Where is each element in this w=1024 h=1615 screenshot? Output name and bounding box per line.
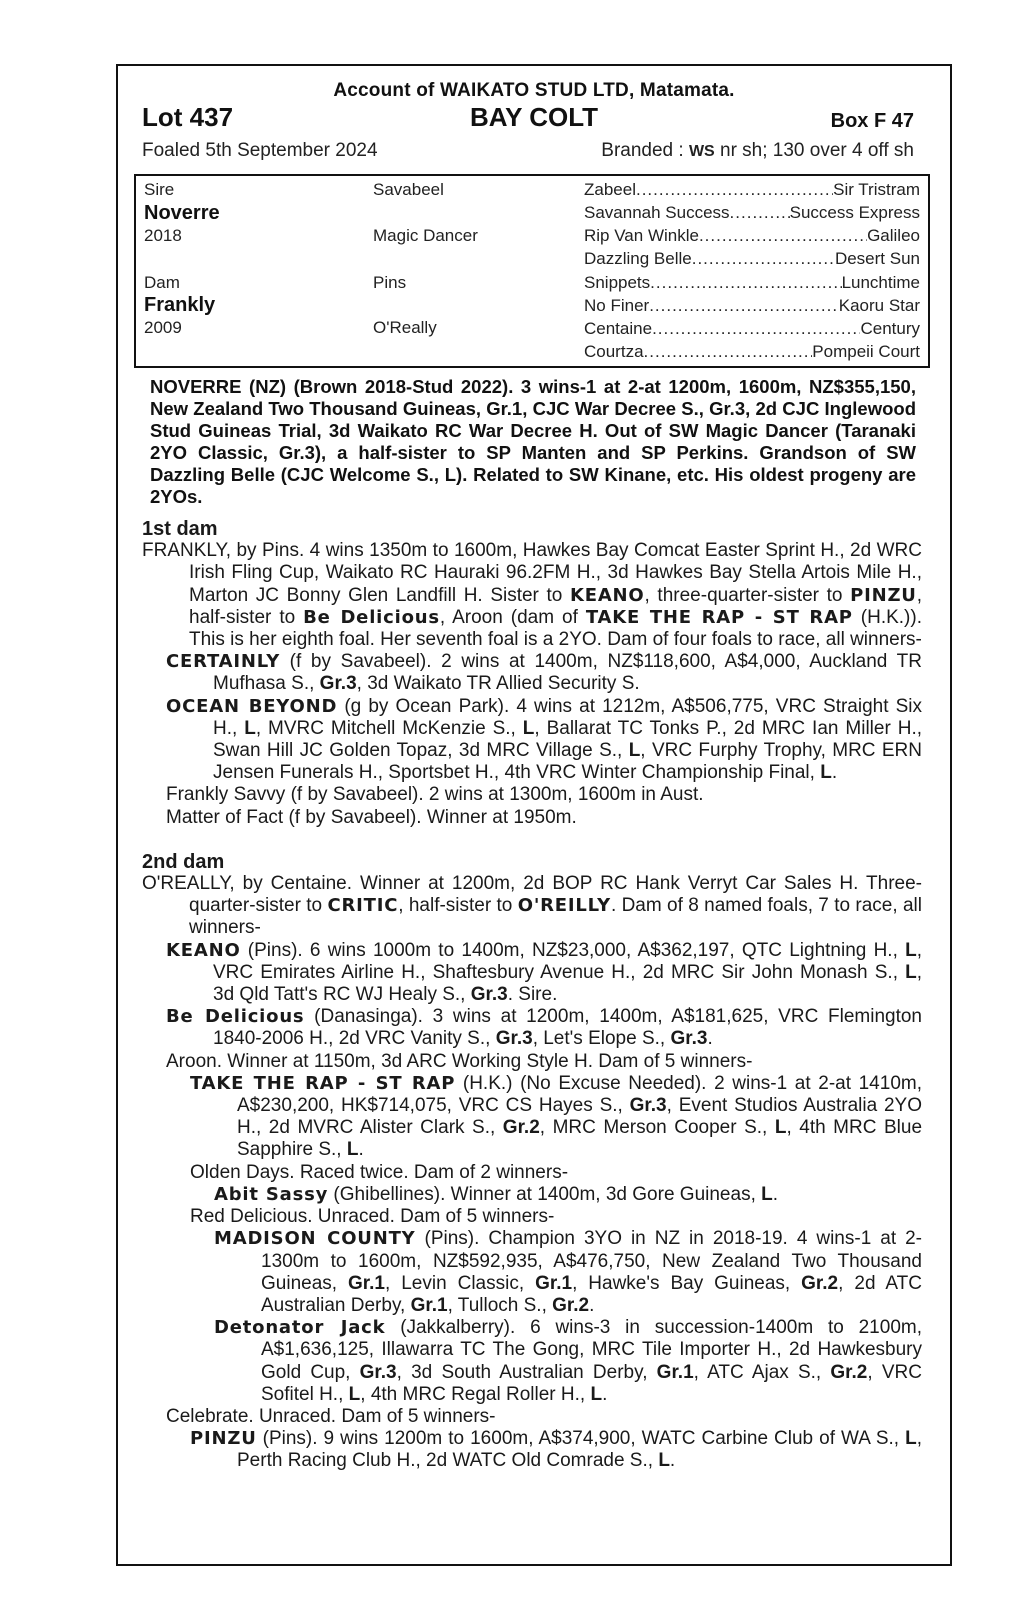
progeny-entry: Aroon. Winner at 1150m, 3d ARC Working Style H. Dam of 5 winners- [166,1050,753,1072]
text: , MVRC Mitchell McKenzie S., [255,717,523,739]
text: , 4th MRC Blue Sapphire S., [237,1117,923,1161]
text: . [602,1383,608,1405]
grade-label: L [628,740,641,762]
leader-dots [692,249,835,269]
box-number: Box F 47 [830,110,914,132]
grade-label: Gr.1 [535,1272,573,1294]
grade-label: Gr.3 [629,1095,667,1117]
sire-label: Sire [144,180,175,199]
grade-label: L [905,939,917,961]
ancestor-right: Sir Tristram [833,180,920,199]
text: (Danasinga). 3 wins at 1200m, 1400m, A$181,625, VRC Flemington 1840-2006 H., 2d VRC Vanity S., [213,1006,922,1050]
text: , 3d South Australian Derby, [396,1361,657,1383]
text: (Pins). Champion 3YO in NZ in 2018-19. 4 wins-1 at 2-1300m to 1600m, NZ$592,935, A$476,750, New Zealand Two Thousand Guineas, [261,1228,922,1294]
grade-label: Gr.3 [319,673,357,695]
text: , half-sister to [189,584,922,628]
ancestor-left: Rip Van Winkle [584,226,699,245]
leader-dots [652,319,860,339]
progeny-entry [166,1006,922,1050]
progeny-entry [166,696,922,785]
granddam-1: Magic Dancer [373,226,478,245]
horse-name: KEANO [166,939,241,961]
grade-label: Gr.2 [801,1272,839,1294]
text: (Ghibellines). Winner at 1400m, 3d Gore Guineas, [328,1183,762,1205]
text: . [669,1450,676,1472]
text: , 3d Qld Tatt's RC WJ Healy S., [213,961,922,1006]
progeny-entry [214,1184,922,1206]
leader-dots [649,296,839,316]
text: , VRC Emirates Airline H., Shaftesbury Avenue H., 2d MRC Sir John Monash S., [213,939,922,983]
grade-label: L [658,1450,670,1472]
dam-label: Dam [144,273,180,292]
text: . [358,1139,364,1161]
pedigree-row [584,342,920,362]
grade-label: L [905,1428,917,1450]
granddam-2: O'Really [373,318,437,337]
sire-year: 2018 [144,226,182,245]
ancestor-right: Lunchtime [841,273,920,292]
progeny-entry [214,1317,922,1406]
text: (g by Ocean Park). 4 wins at 1212m, A$506,775, VRC Straight Six H., [213,695,922,739]
grade-label: Gr.2 [552,1294,590,1316]
progeny-entry: Matter of Fact (f by Savabeel). Winner at 1950m. [166,806,577,828]
pedigree-row [584,296,920,316]
horse-name: MADISON COUNTY [214,1228,416,1250]
branded-info [601,140,914,162]
text: , Hawke's Bay Guineas, [572,1272,802,1294]
ancestor-left: Zabeel [584,180,636,199]
text: , VRC Furphy Trophy, MRC ERN Jensen Funerals H., Sportsbet H., 4th VRC Winter Championship Final, [213,740,923,784]
ancestor-right: Success Express [789,203,920,222]
grade-label: Gr.1 [656,1361,694,1383]
text: , Event Studios Australia 2YO H., 2d MVRC Alister Clark S., [237,1095,923,1139]
text: , 2d ATC Australian Derby, [261,1272,923,1316]
ancestor-right: Pompeii Court [812,342,920,361]
dam-name: Frankly [144,294,216,316]
horse-name: PINZU [850,584,917,606]
sire-name: Noverre [144,202,220,224]
text: (H.K.) (No Excuse Needed). 2 wins-1 at 2-at 1410m, A$230,200, HK$714,075, VRC CS Hayes S., [237,1072,922,1117]
progeny-entry [166,940,922,1007]
horse-name: CERTAINLY [166,651,281,673]
horse-name: O'REILLY [517,895,611,917]
grandsire-2: Pins [373,273,407,292]
text: (Pins). 9 wins 1200m to 1600m, A$374,900, WATC Carbine Club of WA S., [256,1428,906,1450]
progeny-entry [190,1428,922,1472]
progeny-entry [190,1073,922,1162]
leader-dots [730,203,790,223]
grade-label: L [761,1183,773,1205]
text: . [707,1028,713,1050]
pedigree-row [584,226,920,246]
text: , Perth Racing Club H., 2d WATC Old Comrade S., [237,1428,922,1472]
grade-label: L [774,1117,787,1139]
text: , Levin Classic, [385,1272,536,1294]
second-dam-heading: 2nd dam [142,850,225,873]
leader-dots [699,226,867,246]
dam-year: 2009 [144,318,182,337]
grade-label: L [905,961,917,983]
pedigree-row [584,203,920,223]
grade-label: L [244,717,256,739]
text: . [831,762,838,784]
sire-summary: NOVERRE (NZ) (Brown 2018-Stud 2022). 3 wins-1 at 2-at 1200m, 1600m, NZ$355,150, New Zealand Two Thousand Guineas, Gr.1, CJC War Decree S., Gr.3, 2d CJC Inglewood Stud Guineas Trial, 3d Waikato RC War Decree H. Out of SW Magic Dancer (Taranaki 2YO Classic, Gr.3), a half-sister to SP Manten and SP Perkins. Grandson of SW Dazzling Belle (CJC Welcome S., L). Related to SW Kinane, etc. His oldest progeny are 2YOs. [150,376,916,507]
horse-name: Abit Sassy [214,1183,329,1205]
vendor-account: Account of WAIKATO STUD LTD, Matamata. [333,80,735,101]
horse-name: TAKE THE RAP - ST RAP [585,606,853,628]
text: FRANKLY, by Pins. 4 wins 1350m to 1600m, Hawkes Bay Comcat Easter Sprint H., 2d WRC Irish Fling Cup, Waikato RC Hauraki 96.2FM H., 3d Hawkes Bay Stella Artois Mile H., Marton JC Bonny Glen Landfill H. Sister to [142,540,922,606]
grade-label: Gr.3 [495,1028,533,1050]
grandsire-1: Savabeel [373,180,444,199]
grade-label: L [820,762,832,784]
catalogue-page [116,64,952,1566]
text: , Let's Elope S., [532,1028,671,1050]
text: , Aroon (dam of [439,606,586,628]
horse-name: CRITIC [327,895,399,917]
progeny-entry: Frankly Savvy (f by Savabeel). 2 wins at 1300m, 1600m in Aust. [166,784,704,806]
pedigree-row [584,180,920,200]
progeny-entry: Red Delicious. Unraced. Dam of 5 winners- [190,1206,555,1228]
grade-label: L [346,1139,359,1161]
text: . [772,1183,779,1205]
spacer [142,829,922,851]
text: (H.K.)). This is her eighth foal. Her seventh foal is a 2YO. Dam of four foals to race, all winners- [189,606,922,651]
grade-label: Gr.1 [348,1272,385,1294]
ancestor-left: No Finer [584,296,650,315]
ancestor-left: Courtza [584,342,644,361]
progeny-entry: Olden Days. Raced twice. Dam of 2 winners- [190,1161,569,1183]
horse-name: Detonator Jack [214,1317,386,1339]
second-dam-paragraph [142,873,922,940]
text: , Ballarat TC Tonks P., 2d MRC Ian Miller H., Swan Hill JC Golden Topaz, 3d MRC Village S., [213,717,922,762]
ancestor-left: Savannah Success [584,203,730,222]
horse-name: KEANO [569,584,645,606]
ancestor-right: Desert Sun [834,249,920,268]
text: , VRC Sofitel H., [261,1361,922,1405]
text: (f by Savabeel). 2 wins at 1400m, NZ$118,600, A$4,000, Auckland TR Mufhasa S., [213,651,922,695]
pedigree-row [584,319,920,339]
catalogue-body [142,518,922,1473]
ancestor-left: Snippets [584,273,651,292]
text: , 3d Waikato TR Allied Security S. [356,673,640,695]
branded-prefix: Branded : [601,140,689,161]
lot-title: BAY COLT [469,102,599,132]
pedigree-table [134,174,930,368]
foaled-date: Foaled 5th September 2024 [142,140,378,161]
pedigree-row [584,249,920,269]
brand-mark: WS [688,143,715,160]
text: O'REALLY, by Centaine. Winner at 1200m, 2d BOP RC Hank Verryt Car Sales H. Three-quarter-sister to [142,873,922,917]
horse-name: PINZU [190,1428,257,1450]
text: , MRC Merson Cooper S., [539,1117,775,1139]
branded-suffix: nr sh; 130 over 4 off sh [714,140,914,161]
ancestor-right: Kaoru Star [838,296,920,315]
ancestor-right: Century [860,319,920,338]
first-dam-heading: 1st dam [142,518,218,540]
progeny-entry [214,1228,922,1317]
progeny-entry [166,651,922,695]
text: . Sire. [507,984,558,1006]
horse-name: TAKE THE RAP - ST RAP [190,1072,456,1094]
text: , 4th MRC Regal Roller H., [360,1383,591,1405]
leader-dots [636,180,833,200]
grade-label: L [348,1383,361,1405]
pedigree-row [584,273,920,293]
grade-label: Gr.1 [410,1294,448,1316]
text: , half-sister to [398,895,518,917]
progeny-entry: Celebrate. Unraced. Dam of 5 winners- [166,1405,496,1427]
horse-name: OCEAN BEYOND [166,695,338,717]
text: . Dam of 8 named foals, 7 to race, all winners- [189,895,922,939]
grade-label: Gr.3 [359,1361,397,1383]
ancestor-left: Centaine [584,319,653,338]
leader-dots [650,273,841,293]
grade-label: L [522,717,535,739]
grade-label: Gr.3 [470,984,508,1006]
grade-label: Gr.2 [830,1361,868,1383]
text: , three-quarter-sister to [644,584,851,606]
text: (Jakkalberry). 6 wins-3 in succession-1400m to 2100m, A$1,636,125, Illawarra TC The Gong, MRC Tile Importer H., 2d Hawkesbury Gold Cup, [261,1317,922,1383]
leader-dots [644,342,813,362]
first-dam-paragraph [142,540,922,651]
horse-name: Be Delicious [166,1006,305,1028]
text: , Tulloch S., [447,1294,553,1316]
ancestor-right: Galileo [867,226,920,245]
horse-name: Be Delicious [303,606,440,628]
text: . [589,1294,595,1316]
grade-label: L [590,1383,603,1405]
lot-number: Lot 437 [142,102,234,132]
grade-label: Gr.3 [670,1028,708,1050]
text: (Pins). 6 wins 1000m to 1400m, NZ$23,000, A$362,197, QTC Lightning H., [240,939,906,961]
text: , ATC Ajax S., [693,1361,831,1383]
grade-label: Gr.2 [502,1117,540,1139]
ancestor-left: Dazzling Belle [584,249,692,268]
